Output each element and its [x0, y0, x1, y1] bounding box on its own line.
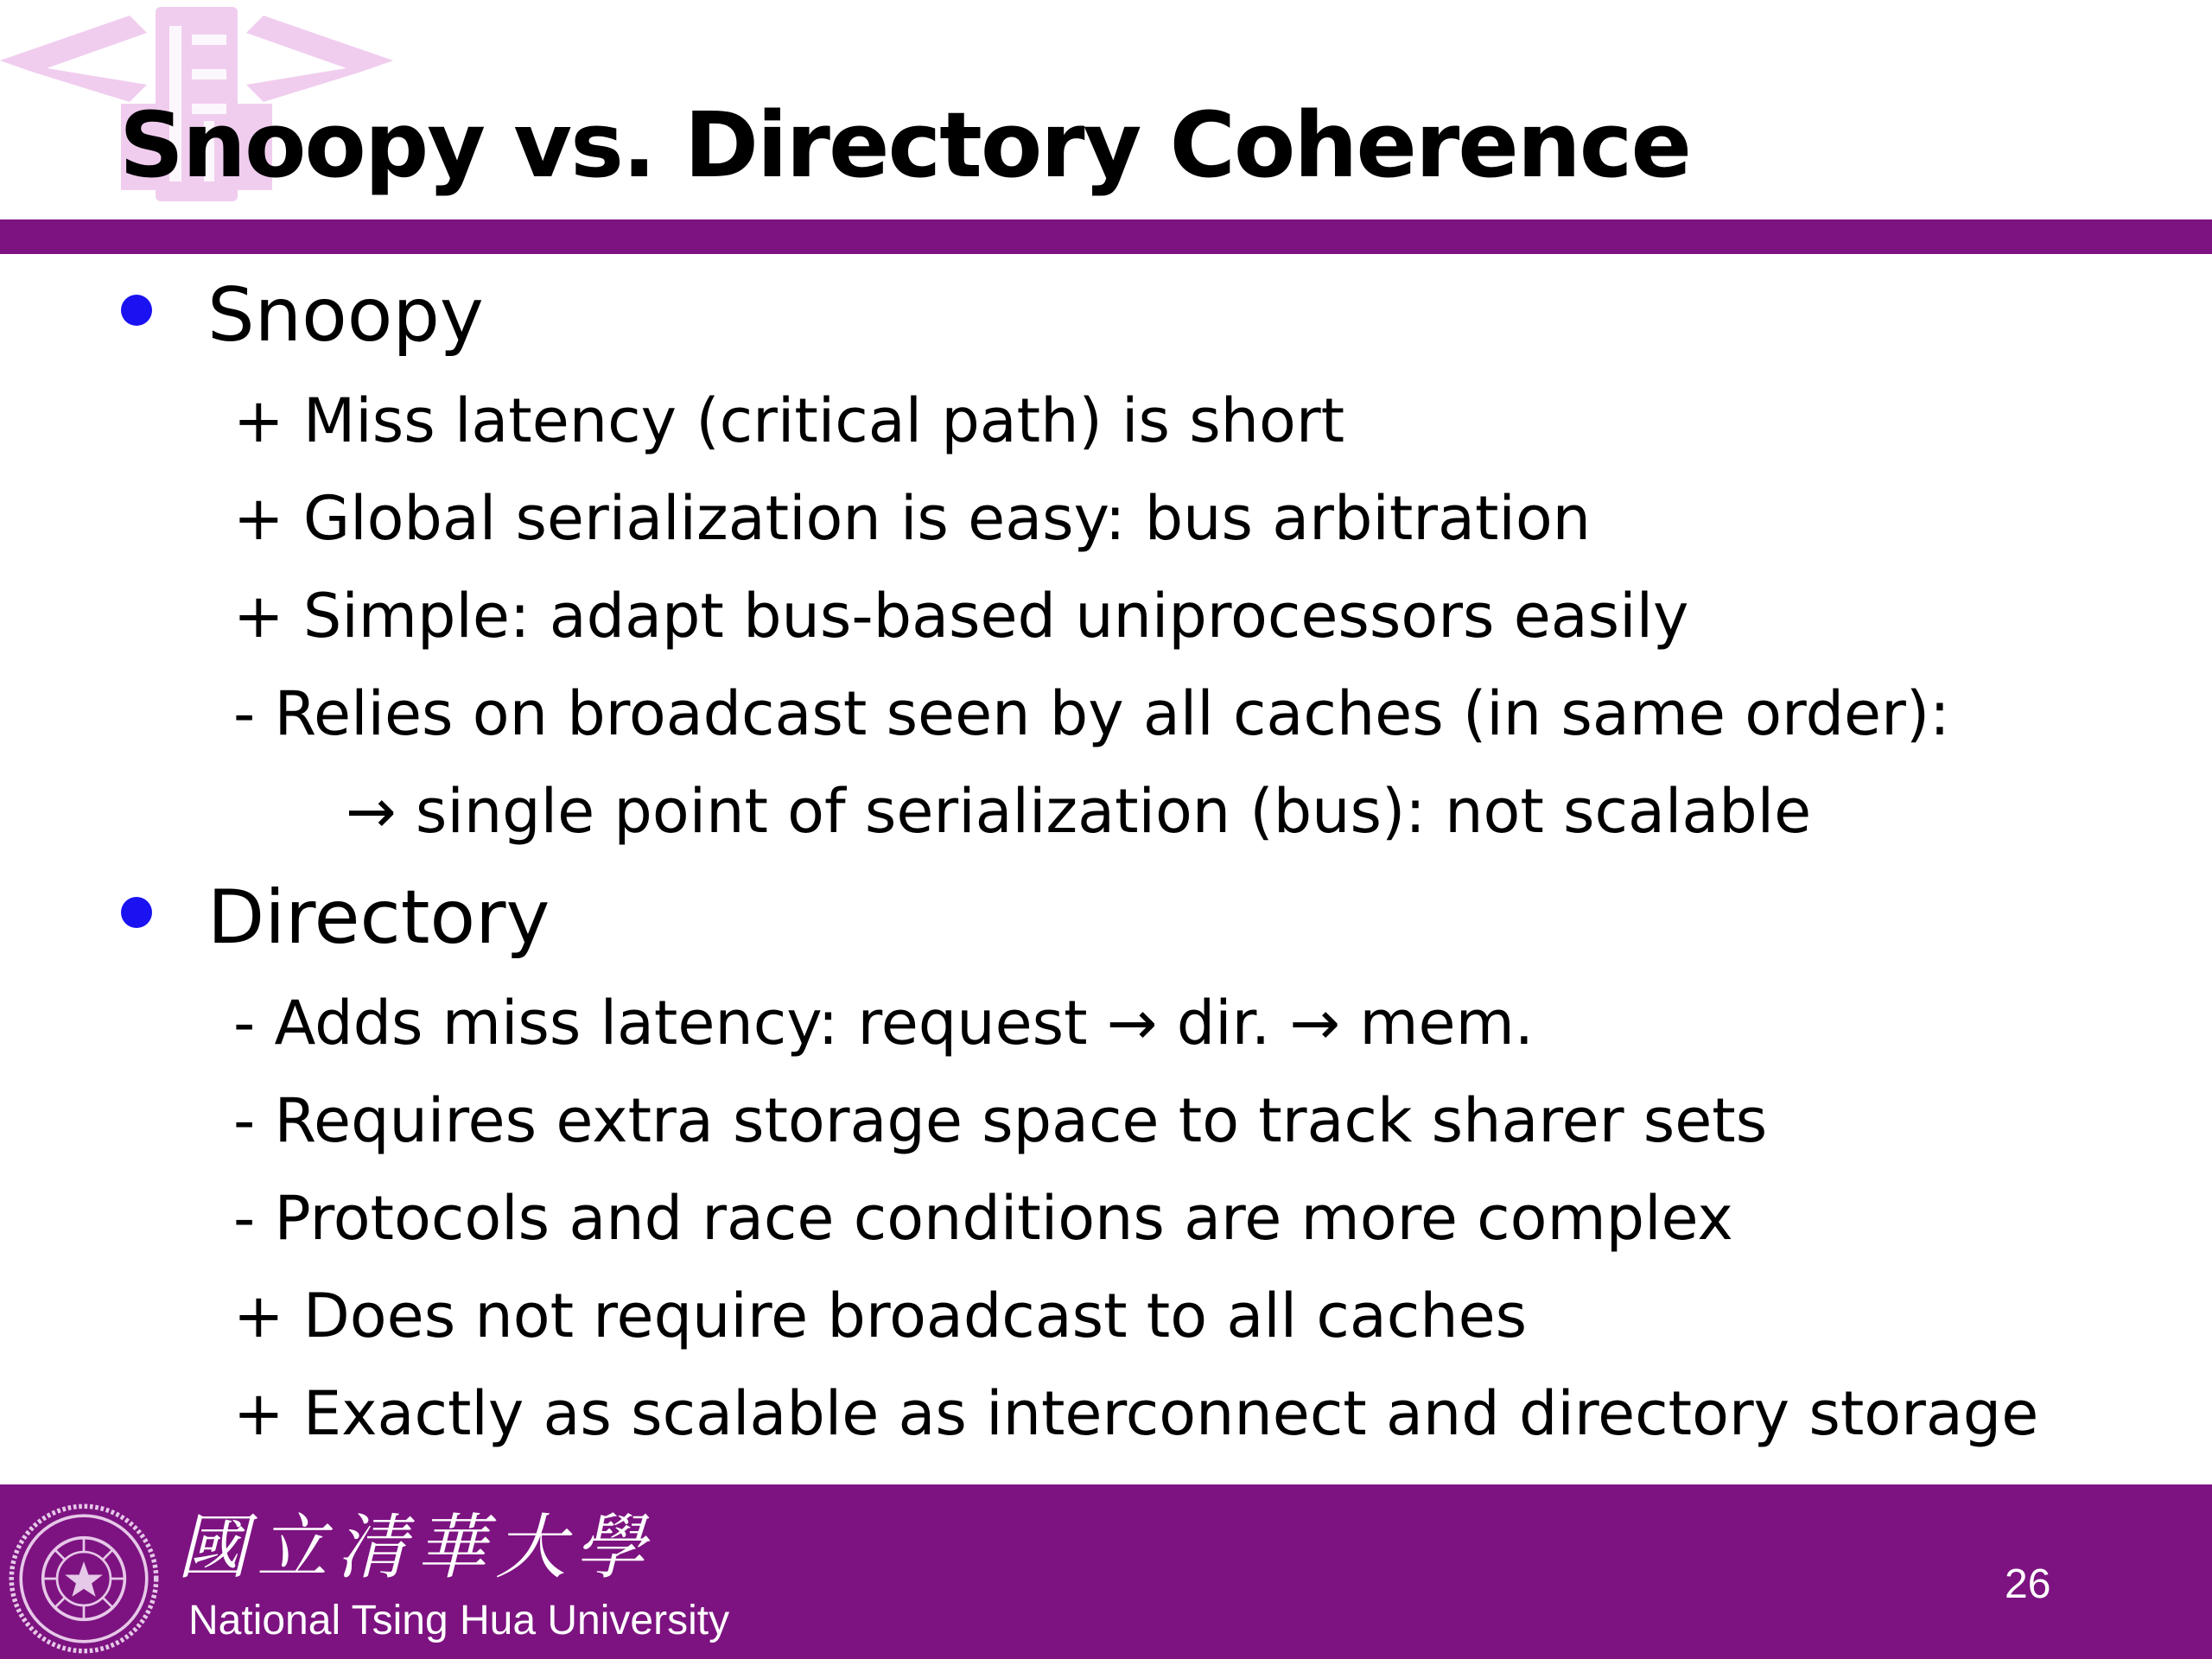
list-item: + Simple: adapt bus-based uniprocessors easily — [233, 581, 1689, 652]
university-seal-icon — [5, 1500, 162, 1657]
bullet-dot-icon — [121, 897, 152, 928]
list-item: - Requires extra storage space to track sharer sets — [233, 1085, 1768, 1156]
bullet-dot-icon — [121, 295, 152, 326]
page-number: 26 — [2005, 1561, 2051, 1607]
bullet-heading: Snoopy — [207, 272, 484, 359]
bullet-directory — [121, 870, 550, 965]
slide-title: Snoopy vs. Directory Coherence — [119, 92, 1690, 198]
list-item: + Exactly as scalable as interconnect and directory storage — [233, 1378, 2039, 1449]
list-item: - Protocols and race conditions are more complex — [233, 1183, 1733, 1254]
university-name-english: National Tsing Hua University — [188, 1598, 730, 1643]
bullet-snoopy — [121, 268, 484, 363]
university-name-chinese: 國立清華大學 — [177, 1507, 654, 1589]
list-item: + Does not require broadcast to all caches — [233, 1281, 1528, 1351]
list-item: + Miss latency (critical path) is short — [233, 385, 1345, 456]
bullet-heading: Directory — [207, 874, 550, 961]
list-item: + Global serialization is easy: bus arbitration — [233, 483, 1592, 554]
list-item: - Adds miss latency: request → dir. → mem. — [233, 988, 1535, 1058]
list-item: - Relies on broadcast seen by all caches (in same order): — [233, 678, 1950, 749]
list-item: → single point of serialization (bus): not scalable — [346, 776, 1812, 847]
footer-bar — [0, 1484, 2212, 1659]
